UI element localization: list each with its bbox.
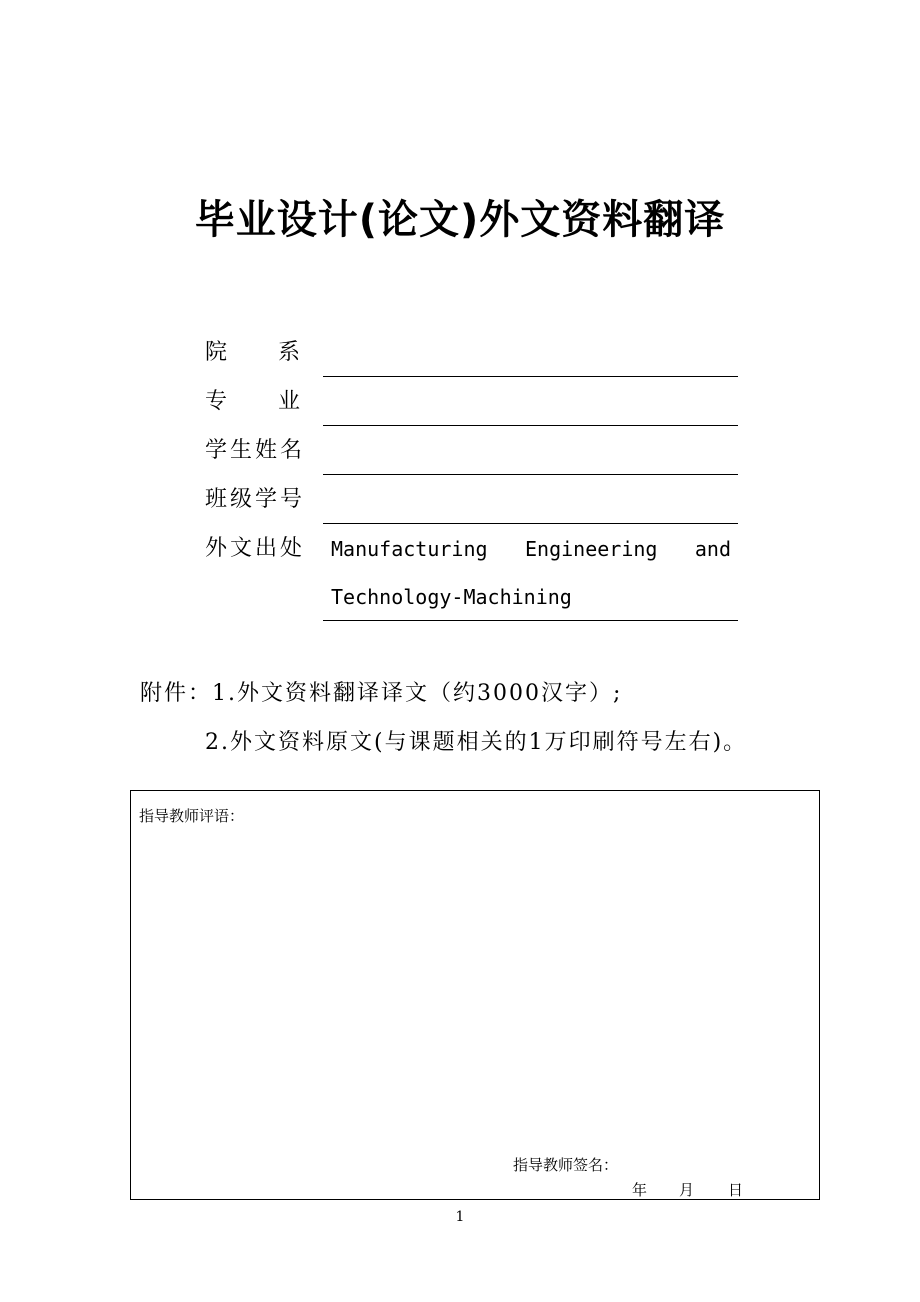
advisor-signature-label: 指导教师签名：: [513, 1156, 619, 1174]
source-value-line1: [331, 534, 731, 564]
field-label-class-id: 班级学号: [205, 487, 306, 512]
attachment-item-1: 1.外文资料翻译译文（约3000汉字）;: [212, 681, 623, 706]
date-day-label: 日: [728, 1181, 744, 1199]
attachment-prefix: 附件：: [140, 681, 213, 706]
field-label-student-name: 学生姓名: [205, 438, 306, 463]
field-underline-department: [323, 376, 738, 377]
label-char: 院: [205, 340, 228, 365]
field-underline-major: [323, 425, 738, 426]
source-word: Manufacturing: [331, 537, 488, 561]
field-underline-student-name: [323, 474, 738, 475]
document-title: 毕业设计(论文)外文资料翻译: [194, 197, 726, 243]
page-number: 1: [455, 1209, 465, 1225]
date-year-label: 年: [632, 1181, 648, 1199]
attachment-item-2: 2.外文资料原文(与课题相关的1万印刷符号左右)。: [205, 730, 748, 755]
date-month-label: 月: [679, 1181, 695, 1199]
attachment-line1: [140, 678, 622, 710]
source-value-line2: Technology-Machining: [331, 585, 572, 609]
label-char: 专: [205, 389, 228, 414]
field-underline-class-id: [323, 523, 738, 524]
source-word: Engineering: [524, 537, 658, 561]
field-label-department: [205, 338, 300, 368]
advisor-comment-box: [130, 790, 820, 1200]
label-char: 系: [277, 340, 300, 365]
field-underline-source: [323, 620, 738, 621]
label-char: 业: [277, 389, 300, 414]
field-label-major: [205, 387, 300, 417]
field-label-source: 外文出处: [205, 536, 306, 561]
source-word: and: [694, 537, 731, 561]
advisor-comment-heading: 指导教师评语：: [139, 807, 245, 825]
